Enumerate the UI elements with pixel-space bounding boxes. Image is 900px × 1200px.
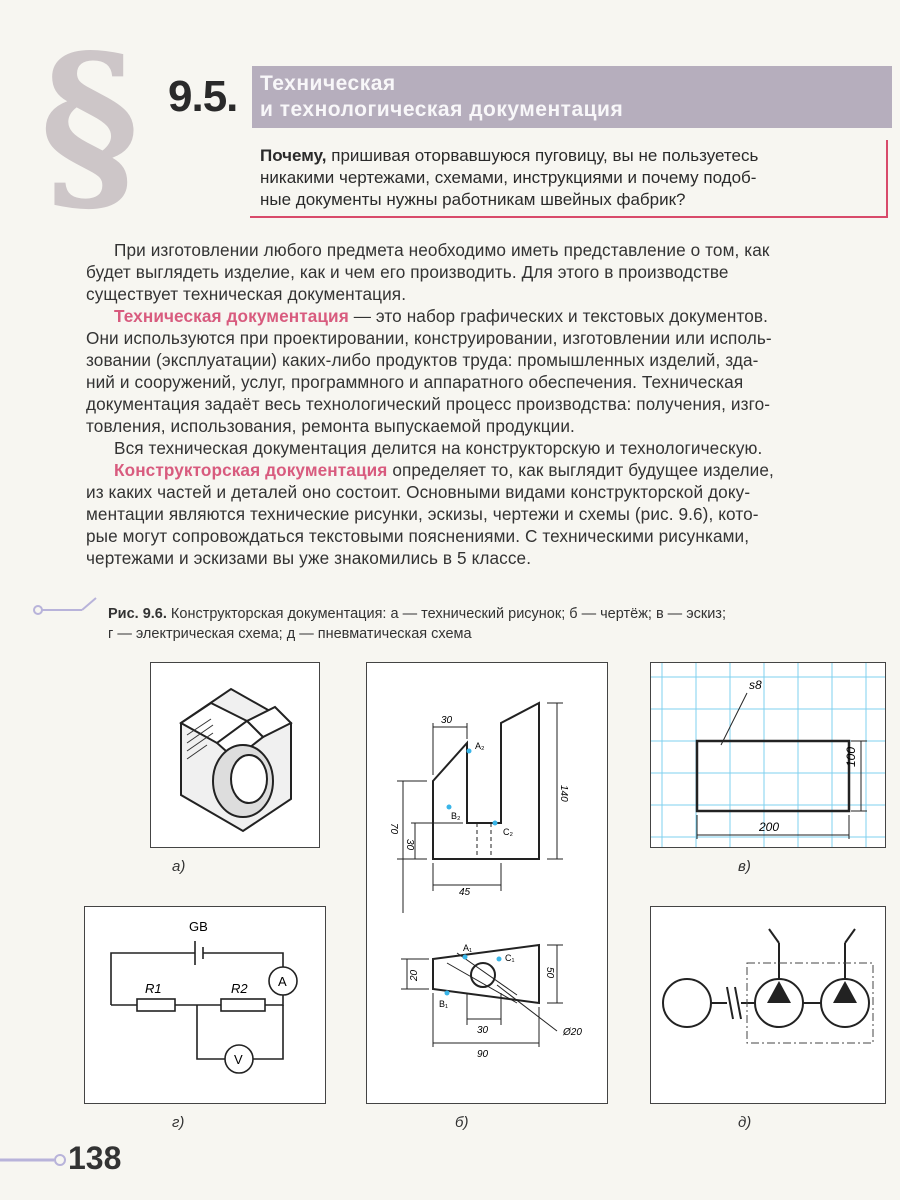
circuit-r1-label: R1 <box>145 981 162 996</box>
sketch-s8: s8 <box>749 678 762 692</box>
figure-g-electrical-circuit <box>84 906 326 1104</box>
dim-20: 20 <box>409 969 420 981</box>
sketch-dim-200: 200 <box>759 820 780 834</box>
point-c2 <box>493 821 498 826</box>
figure-v-label: в) <box>738 858 751 875</box>
dim-70: 70 <box>388 823 399 835</box>
paragraph-2-line: документация задаёт весь технологический процесс производства: получения, изго- <box>86 394 771 414</box>
paragraph-2-line: товления, использования, ремонта выпускаемой продукции. <box>86 416 575 436</box>
dim-50: 50 <box>544 967 555 979</box>
figure-a-label: а) <box>172 858 186 875</box>
title-band <box>252 66 892 128</box>
point-c1 <box>497 957 502 962</box>
dim-140: 140 <box>558 785 569 802</box>
question-line-3: ные документы нужны работникам швейных фабрик? <box>260 190 686 209</box>
dim-30-top: 30 <box>441 715 453 726</box>
point-a2 <box>467 749 472 754</box>
grid-sketch <box>651 663 885 847</box>
paragraph-4-line: чертежами и эскизами вы уже знакомились в 5 классе. <box>86 548 532 568</box>
paragraph-4-line: из каких частей и деталей оно состоит. Основными видами конструкторской доку- <box>86 482 751 502</box>
section-sign: § <box>40 13 140 236</box>
paragraph-4-line: Конструкторская документация определяет то, как выглядит будущее изделие, <box>114 460 774 480</box>
page-number: 138 <box>68 1140 122 1176</box>
label-b2: B₂ <box>451 811 461 821</box>
paragraph-3-line: Вся техническая документация делится на конструкторскую и технологическую. <box>114 438 763 458</box>
question-box <box>250 140 888 218</box>
figure-a-technical-drawing <box>150 662 320 848</box>
label-a2: A₂ <box>475 741 485 751</box>
question-line-1: Почему, пришивая оторвавшуюся пуговицу, вы не пользуетесь <box>260 146 759 165</box>
paragraph-1-line: При изготовлении любого предмета необходимо иметь представление о том, как <box>114 240 770 260</box>
circuit-gb-label: GB <box>189 919 208 934</box>
label-a1: A₁ <box>463 943 473 953</box>
circuit-ammeter-label: A <box>278 974 287 989</box>
figure-v-sketch <box>650 662 886 848</box>
figure-d-label: д) <box>738 1114 752 1131</box>
caption-connector-line <box>30 596 110 620</box>
circuit-voltmeter-label: V <box>234 1052 243 1067</box>
label-c2: C₂ <box>503 827 513 837</box>
title-line-2: и технологическая документация <box>260 98 624 121</box>
paragraph-2-line: зовании (эксплуатации) каких-либо продуктов труда: промышленных изделий, зда- <box>86 350 759 370</box>
section-number: 9.5. <box>168 72 238 121</box>
paragraph-2-line: Техническая документация — это набор графических и текстовых документов. <box>114 306 769 326</box>
paragraph-1-line: будет выглядеть изделие, как и чем его производить. Для этого в производстве <box>86 262 729 282</box>
label-c1: C₁ <box>505 953 515 963</box>
page-number-connector <box>0 1148 70 1172</box>
circuit-diagram <box>85 907 325 1103</box>
paragraph-2-line: ний и сооружений, услуг, программного и аппаратного обеспечения. Техническая <box>86 372 744 392</box>
caption-line-1: Рис. 9.6. Конструкторская документация: а — технический рисунок; б — чертёж; в — эскиз; <box>108 606 726 622</box>
orthographic-drawing <box>367 663 607 1103</box>
isometric-part-illustration <box>151 663 319 847</box>
caption-line-2: г — электрическая схема; д — пневматическая схема <box>108 626 472 642</box>
question-line-2: никакими чертежами, схемами, инструкциями и почему подоб- <box>260 168 757 187</box>
figure-d-pneumatic-scheme <box>650 906 886 1104</box>
paragraph-4-line: ментации являются технические рисунки, эскизы, чертежи и схемы (рис. 9.6), кото- <box>86 504 759 524</box>
paragraph-2-line: Они используются при проектировании, конструировании, изготовлении или исполь- <box>86 328 772 348</box>
sketch-dim-100: 100 <box>844 746 858 767</box>
figure-g-label: г) <box>172 1114 185 1131</box>
figure-b-engineering-drawing <box>366 662 608 1104</box>
point-a1 <box>463 955 468 960</box>
dim-30-bottom: 30 <box>477 1025 489 1036</box>
point-b2 <box>447 805 452 810</box>
title-line-1: Техническая <box>260 72 396 95</box>
point-b1 <box>445 991 450 996</box>
figure-b-label: б) <box>455 1114 469 1131</box>
body-text <box>86 240 896 580</box>
term-design-documentation: Конструкторская документация <box>114 460 388 480</box>
dim-90: 90 <box>477 1049 489 1060</box>
paragraph-1-line: существует техническая документация. <box>86 284 407 304</box>
label-b1: B₁ <box>439 999 449 1009</box>
pneumatic-diagram <box>651 907 885 1103</box>
paragraph-4-line: рые могут сопровождаться текстовыми пояснениями. С техническими рисунками, <box>86 526 750 546</box>
dim-45: 45 <box>459 887 471 898</box>
term-technical-documentation: Техническая документация <box>114 306 349 326</box>
circuit-r2-label: R2 <box>231 981 248 996</box>
dim-phi20: Ø20 <box>563 1027 582 1038</box>
dim-30-left: 30 <box>404 839 415 851</box>
